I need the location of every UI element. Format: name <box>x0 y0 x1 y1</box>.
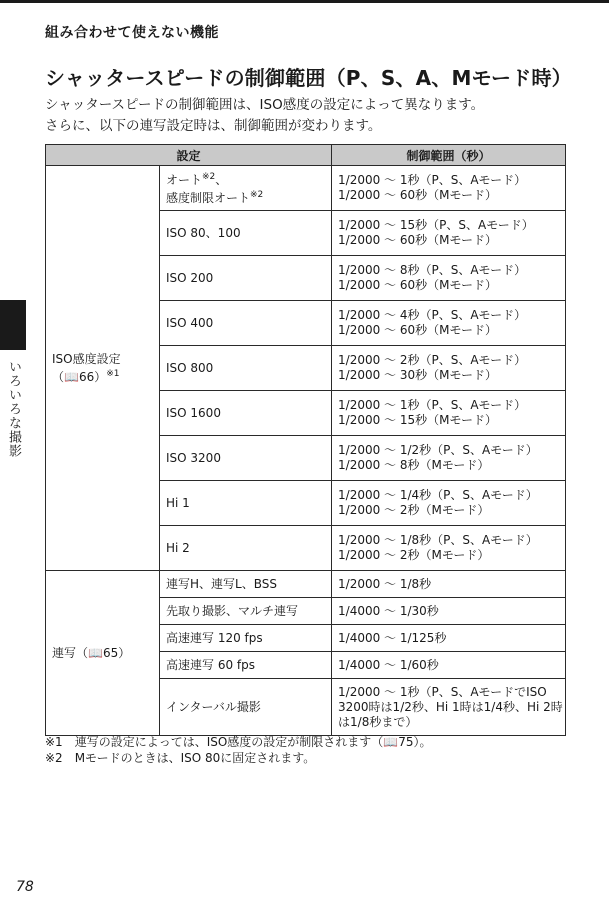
iso-group-cell <box>46 166 160 571</box>
page-number: 78 <box>16 879 34 895</box>
range-cell: 1/2000 ～ 4秒（P、S、Aモード） 1/2000 ～ 60秒（Mモード） <box>332 301 566 346</box>
chapter-tab <box>0 300 26 350</box>
range-cell: 1/2000 ～ 1秒（P、S、Aモード） 1/2000 ～ 15秒（Mモード） <box>332 391 566 436</box>
setting-cell: 連写H、連写L、BSS <box>160 571 332 598</box>
table-header-row <box>46 145 566 166</box>
range-cell: 1/2000 ～ 15秒（P、S、Aモード） 1/2000 ～ 60秒（Mモード） <box>332 211 566 256</box>
range-cell: 1/2000 ～ 1/8秒 <box>332 571 566 598</box>
intro-text <box>45 95 484 137</box>
range-cell: 1/2000 ～ 1秒（P、S、Aモード） 1/2000 ～ 60秒（Mモード） <box>332 166 566 211</box>
setting-cell: ISO 3200 <box>160 436 332 481</box>
setting-cell: ISO 800 <box>160 346 332 391</box>
page-title: シャッタースピードの制御範囲（P、S、A、Mモード時） <box>45 66 572 90</box>
intro-line-2: さらに、以下の連写設定時は、制御範囲が変わります。 <box>45 118 382 134</box>
setting-cell: Hi 1 <box>160 481 332 526</box>
setting-cell: ISO 400 <box>160 301 332 346</box>
section-label: 組み合わせて使えない機能 <box>45 25 219 41</box>
table-row <box>46 166 566 211</box>
range-cell: 1/4000 ～ 1/60秒 <box>332 652 566 679</box>
range-cell: 1/4000 ～ 1/30秒 <box>332 598 566 625</box>
intro-line-1: シャッタースピードの制御範囲は、ISO感度の設定によって異なります。 <box>45 97 485 113</box>
shutter-speed-table <box>45 144 566 736</box>
header-setting: 設定 <box>46 145 332 166</box>
setting-cell: 高速連写 120 fps <box>160 625 332 652</box>
footnotes <box>45 734 432 766</box>
setting-cell: オート$^{※2}$、 感度制限オート$^{※2}$ <box>160 166 332 211</box>
range-cell: 1/2000 ～ 1秒（P、S、AモードでISO 3200時は1/2秒、Hi 1時は1/4秒、Hi 2時 は1/8秒まで） <box>332 679 566 736</box>
footnote-2: ※2 Mモードのときは、ISO 80に固定されます。 <box>45 751 316 765</box>
burst-group-cell: 連写（📖65） <box>46 571 160 736</box>
range-cell: 1/2000 ～ 8秒（P、S、Aモード） 1/2000 ～ 60秒（Mモード） <box>332 256 566 301</box>
setting-cell: 高速連写 60 fps <box>160 652 332 679</box>
footnote-1: ※1 連写の設定によっては、ISO感度の設定が制限されます（📖75）。 <box>45 735 432 749</box>
chapter-label: いろいろな撮影 <box>6 360 21 458</box>
top-rule <box>0 0 609 3</box>
table-row <box>46 571 566 598</box>
setting-cell: インターバル撮影 <box>160 679 332 736</box>
range-cell: 1/4000 ～ 1/125秒 <box>332 625 566 652</box>
range-cell: 1/2000 ～ 1/8秒（P、S、Aモード） 1/2000 ～ 2秒（Mモード） <box>332 526 566 571</box>
iso-group-ref: （📖66）$^{※1}$ <box>52 368 120 384</box>
setting-cell: ISO 1600 <box>160 391 332 436</box>
range-cell: 1/2000 ～ 1/2秒（P、S、Aモード） 1/2000 ～ 8秒（Mモード） <box>332 436 566 481</box>
setting-cell: ISO 200 <box>160 256 332 301</box>
setting-cell: Hi 2 <box>160 526 332 571</box>
range-cell: 1/2000 ～ 2秒（P、S、Aモード） 1/2000 ～ 30秒（Mモード） <box>332 346 566 391</box>
setting-cell: 先取り撮影、マルチ連写 <box>160 598 332 625</box>
iso-group-label: ISO感度設定 <box>52 351 121 366</box>
range-cell: 1/2000 ～ 1/4秒（P、S、Aモード） 1/2000 ～ 2秒（Mモード） <box>332 481 566 526</box>
setting-cell: ISO 80、100 <box>160 211 332 256</box>
header-range: 制御範囲（秒） <box>332 145 566 166</box>
